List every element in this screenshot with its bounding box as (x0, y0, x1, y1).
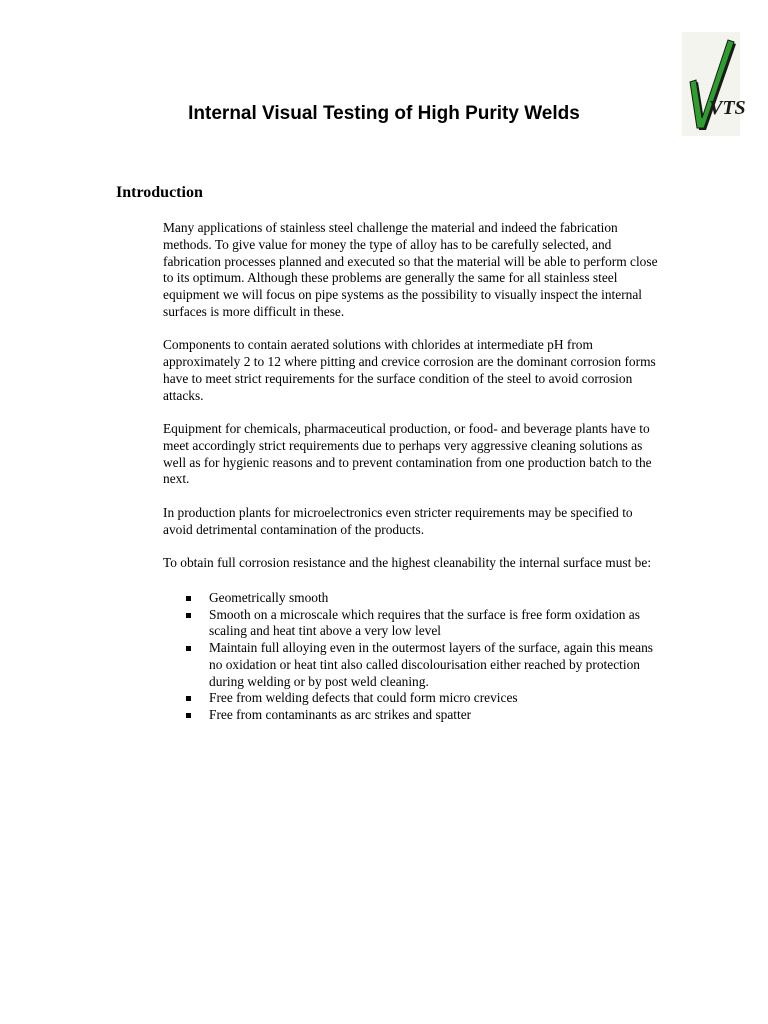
list-item-text: Maintain full alloying even in the outermost layers of the surface, again this means no oxidation or heat tint also called discolourisation either reached by protection during welding or by post weld cleaning. (209, 640, 653, 689)
logo-text: VTS (709, 97, 746, 119)
list-item-text: Free from contaminants as arc strikes and spatter (209, 707, 472, 722)
bullet-icon (186, 596, 191, 601)
bullet-icon (186, 713, 191, 718)
paragraph: In production plants for microelectronics even stricter requirements may be specified to avoid detrimental contamination of the products. (163, 504, 633, 537)
list-item-text: Smooth on a microscale which requires that the surface is free form oxidation as scaling and heat tint above a very low level (209, 606, 640, 639)
list-item (163, 607, 663, 641)
bullet-icon (186, 613, 191, 618)
bullet-icon (186, 646, 191, 651)
list-item (163, 690, 663, 707)
document-title: Internal Visual Testing of High Purity Welds (188, 103, 580, 124)
section-heading: Introduction (116, 184, 203, 201)
list-item (163, 640, 663, 690)
paragraph: Equipment for chemicals, pharmaceutical production, or food- and beverage plants have to meet accordingly strict requirements due to perhaps very aggressive cleaning solutions as well as for hygienic reasons and to prevent contamination from one production batch to the next. (163, 421, 652, 487)
paragraph: Many applications of stainless steel challenge the material and indeed the fabrication methods. To give value for money the type of alloy has to be carefully selected, and fabrication processes planned and executed so that the material will be able to perform close to its optimum. Although these problems are generally the same for all stainless steel equipment we will focus on pipe systems as the possibility to visually inspect the internal surfaces is more difficult in these. (163, 220, 658, 319)
paragraph: To obtain full corrosion resistance and the highest cleanability the internal surface must be: (163, 555, 652, 570)
paragraph: Components to contain aerated solutions with chlorides at intermediate pH from approximately 2 to 12 where pitting and crevice corrosion are the dominant corrosion forms have to meet strict requirements for the surface condition of the steel to avoid corrosion attacks. (163, 337, 656, 403)
list-item-text: Geometrically smooth (209, 589, 329, 605)
list-item (163, 590, 663, 607)
list-item-text: Free from welding defects that could form micro crevices (209, 690, 518, 706)
list-item (163, 707, 663, 724)
section-body (163, 220, 663, 722)
requirements-list (163, 590, 663, 724)
bullet-icon (186, 696, 191, 701)
